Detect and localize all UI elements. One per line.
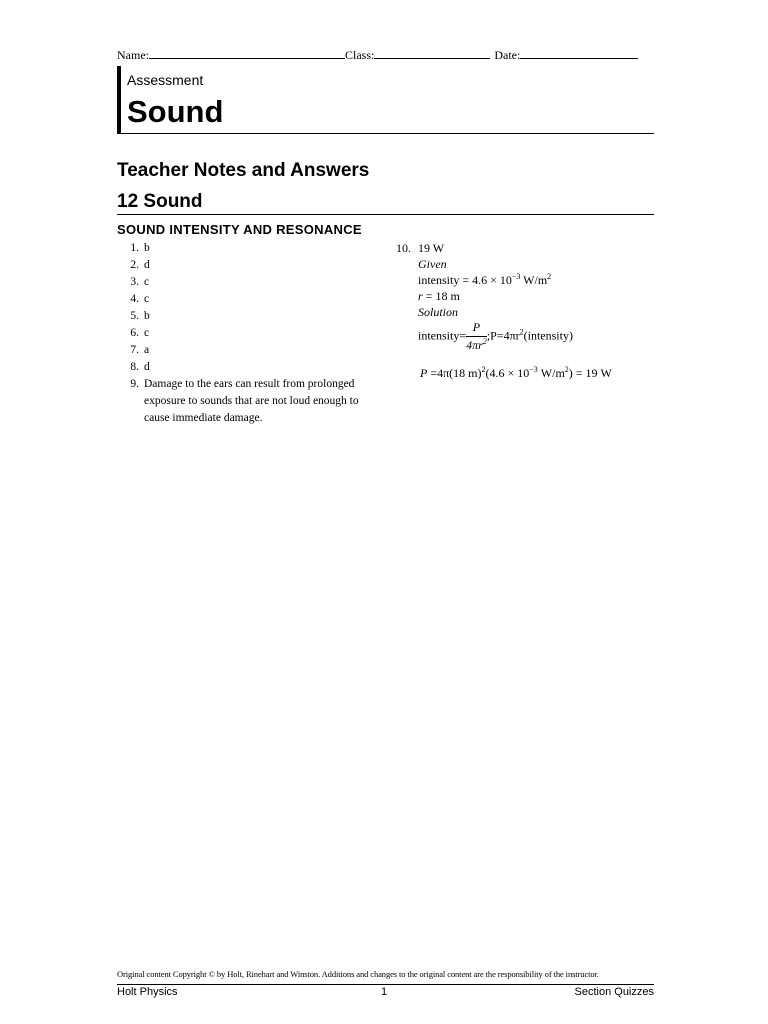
- answer-text: Damage to the ears can result from prolonged exposure to sounds that are not loud enough to cause immediate damage.: [144, 378, 359, 424]
- answer-number: 6.: [130, 327, 139, 339]
- answer-number: 4.: [130, 293, 139, 305]
- answer-number: 3.: [130, 276, 139, 288]
- exponent: −3: [529, 365, 538, 374]
- exponent: 2: [482, 337, 487, 346]
- equation-part: ) = 19 W: [568, 366, 612, 380]
- answer-number: 5.: [130, 310, 139, 322]
- answer-number: 7.: [130, 344, 139, 356]
- equation-lhs: intensity=: [418, 328, 467, 343]
- radius-value: = 18 m: [422, 289, 460, 303]
- fraction-numerator: P: [466, 320, 487, 337]
- power-equation: [420, 366, 612, 381]
- fraction-denominator: [466, 337, 487, 353]
- answer-text: c: [144, 327, 150, 339]
- answer-text: b: [144, 310, 150, 322]
- answer-item: [117, 308, 377, 325]
- answer-item: [117, 325, 377, 342]
- section-heading: SOUND INTENSITY AND RESONANCE: [117, 222, 362, 237]
- answer-text: c: [144, 276, 150, 288]
- answer-text: c: [144, 293, 150, 305]
- equation-middle: ;P=4πr: [486, 328, 520, 343]
- given-intensity: [396, 272, 656, 288]
- equation-tail: (intensity): [523, 328, 573, 343]
- answer-text: a: [144, 344, 150, 356]
- answer-item: [117, 376, 377, 427]
- equation-part: =4π(18 m): [427, 366, 482, 380]
- exponent: 2: [564, 365, 569, 374]
- exponent: 2: [481, 365, 486, 374]
- answer-item: [117, 291, 377, 308]
- answer-number: 2.: [130, 259, 139, 271]
- chapter-heading: 12 Sound: [117, 191, 654, 215]
- exponent: 2: [519, 327, 524, 337]
- answer-item: [117, 240, 377, 257]
- equation-part: (4.6 × 10: [485, 366, 530, 380]
- notes-heading: Teacher Notes and Answers: [117, 160, 370, 181]
- footer-page-number: 1: [381, 986, 388, 998]
- student-info-row: [117, 47, 652, 63]
- denominator-text: 4πr: [466, 338, 483, 352]
- answer-text: d: [144, 259, 150, 271]
- radius-variable: r: [418, 289, 423, 303]
- answer-item: [117, 257, 377, 274]
- footer-book-title: Holt Physics: [117, 986, 178, 998]
- equation-fraction: [466, 320, 487, 353]
- equation-part: W/m: [537, 366, 565, 380]
- exponent: −3: [511, 272, 521, 281]
- answer-10-result: 19 W: [418, 241, 445, 255]
- answer-number: 8.: [130, 361, 139, 373]
- page-title: Sound: [127, 94, 224, 129]
- answer-number: 1.: [130, 242, 139, 254]
- given-radius: [396, 288, 656, 304]
- footer-section: Section Quizzes: [574, 986, 654, 998]
- answer-number: 10.: [396, 241, 411, 255]
- given-label: Given: [418, 257, 447, 271]
- copyright-notice: Original content Copyright © by Holt, Rinehart and Winston. Additions and changes to the original content are the responsibility of the instructor.: [117, 969, 599, 979]
- class-label: Class:: [345, 48, 375, 62]
- title-block: [117, 66, 654, 134]
- answer-text: d: [144, 361, 150, 373]
- solution-label: Solution: [418, 305, 459, 319]
- answer-number: 9.: [130, 378, 139, 390]
- date-blank: [520, 47, 638, 59]
- answers-list: [117, 240, 377, 427]
- answer-item: [117, 342, 377, 359]
- name-label: Name:: [117, 48, 149, 62]
- page-footer: [117, 984, 654, 1002]
- class-blank: [374, 47, 490, 59]
- answer-item: [117, 359, 377, 376]
- date-label: Date:: [494, 48, 521, 62]
- intensity-equation: [418, 320, 573, 353]
- exponent: 2: [547, 272, 552, 281]
- unit-text: W/m: [520, 273, 548, 287]
- assessment-kicker: Assessment: [127, 72, 204, 88]
- answer-item: [117, 274, 377, 291]
- answer-10-line: [396, 240, 656, 256]
- answer-text: b: [144, 242, 150, 254]
- power-variable: P: [420, 366, 428, 380]
- name-blank: [149, 47, 345, 59]
- given-intensity-text: intensity = 4.6 × 10: [418, 273, 512, 287]
